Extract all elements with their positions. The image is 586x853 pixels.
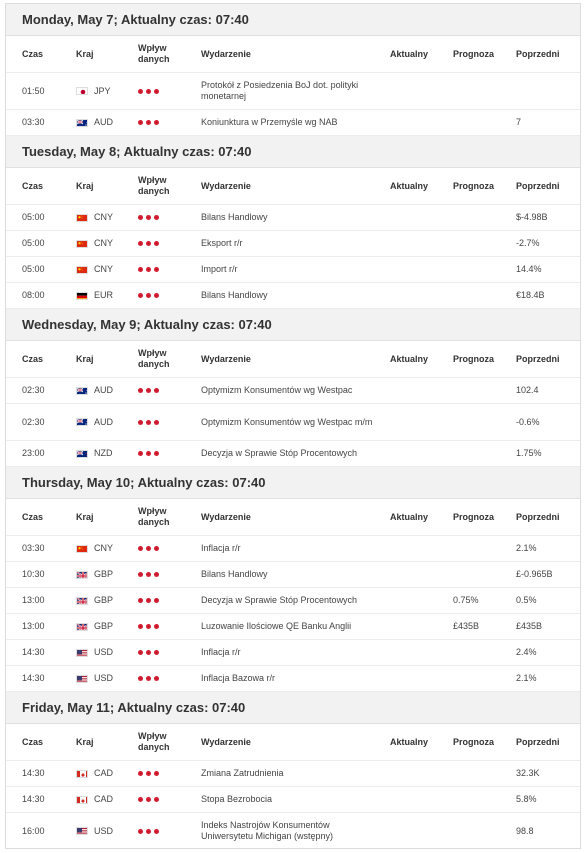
impact-dot-icon [154, 267, 159, 272]
cn-flag-icon [76, 240, 88, 248]
event-name: Inflacja r/r [201, 543, 241, 553]
event-currency: JPY [94, 85, 111, 96]
column-header-actual: Aktualny [390, 48, 429, 59]
impact-dot-icon [138, 388, 143, 393]
event-forecast [453, 231, 513, 256]
day-title: Wednesday, May 9; Aktualny czas: 07:40 [22, 317, 272, 332]
event-time: 02:30 [22, 385, 45, 395]
table-row[interactable] [6, 110, 580, 136]
table-header-row [6, 36, 580, 73]
event-forecast [453, 205, 513, 230]
event-previous: 1.75% [516, 448, 542, 458]
impact-indicator [138, 441, 198, 466]
impact-indicator [138, 73, 198, 109]
event-previous: £435B [516, 621, 543, 631]
impact-dot-icon [138, 89, 143, 94]
impact-dot-icon [154, 293, 159, 298]
event-actual [390, 231, 450, 256]
impact-dot-icon [138, 420, 143, 425]
impact-dot-icon [146, 420, 151, 425]
event-actual [390, 588, 450, 613]
impact-indicator [138, 666, 198, 691]
table-row[interactable] [6, 787, 580, 813]
table-header-row [6, 724, 580, 761]
column-header-time: Czas [22, 353, 44, 364]
event-previous: -0.6% [516, 416, 540, 427]
column-header-impact-label: Wpływ danych [138, 731, 170, 752]
event-time: 02:30 [22, 416, 45, 427]
event-previous: 2.4% [516, 647, 537, 657]
impact-dot-icon [154, 546, 159, 551]
event-actual [390, 404, 450, 440]
impact-dot-icon [146, 624, 151, 629]
impact-indicator [138, 205, 198, 230]
column-header-country: Kraj [76, 353, 94, 364]
impact-dot-icon [146, 120, 151, 125]
event-country [76, 562, 136, 587]
jp-flag-icon [76, 87, 88, 95]
event-currency: NZD [94, 448, 113, 458]
event-forecast [453, 73, 513, 109]
event-forecast [453, 283, 513, 308]
event-currency: GBP [94, 569, 114, 579]
event-time: 13:00 [22, 595, 45, 605]
day-header [6, 136, 580, 168]
event-currency: USD [94, 673, 114, 683]
impact-dot-icon [146, 771, 151, 776]
event-name: Luzowanie Ilościowe QE Banku Anglii [201, 621, 352, 631]
column-header-time: Czas [22, 180, 44, 191]
table-row[interactable] [6, 761, 580, 787]
event-actual [390, 283, 450, 308]
table-row[interactable] [6, 588, 580, 614]
event-forecast [453, 257, 513, 282]
event-country [76, 441, 136, 466]
event-currency: AUD [94, 416, 114, 427]
column-header-event: Wydarzenie [201, 736, 251, 747]
impact-dot-icon [138, 624, 143, 629]
impact-indicator [138, 562, 198, 587]
impact-dot-icon [154, 829, 159, 834]
event-time: 14:30 [22, 673, 45, 683]
impact-dot-icon [138, 829, 143, 834]
column-header-country: Kraj [76, 180, 94, 191]
impact-dot-icon [138, 650, 143, 655]
cn-flag-icon [76, 214, 88, 222]
day-header [6, 309, 580, 341]
event-time: 14:30 [22, 794, 45, 804]
impact-indicator [138, 404, 198, 440]
event-time: 10:30 [22, 569, 45, 579]
day-title: Thursday, May 10; Aktualny czas: 07:40 [22, 475, 266, 490]
column-header-impact-label: Wpływ danych [138, 506, 170, 527]
impact-indicator [138, 231, 198, 256]
event-name: Inflacja r/r [201, 647, 241, 657]
column-header-country: Kraj [76, 511, 94, 522]
table-row[interactable] [6, 640, 580, 666]
column-header-previous: Poprzedni [516, 48, 560, 59]
impact-indicator [138, 640, 198, 665]
event-currency: CAD [94, 768, 114, 778]
day-title: Monday, May 7; Aktualny czas: 07:40 [22, 12, 249, 27]
table-row[interactable] [6, 378, 580, 404]
impact-dot-icon [146, 829, 151, 834]
impact-dot-icon [154, 451, 159, 456]
impact-dot-icon [138, 267, 143, 272]
impact-dot-icon [146, 546, 151, 551]
impact-dot-icon [138, 451, 143, 456]
event-name: Import r/r [201, 264, 238, 274]
event-previous: -2.7% [516, 238, 540, 248]
impact-dot-icon [154, 215, 159, 220]
event-actual [390, 614, 450, 639]
economic-calendar [5, 3, 581, 849]
event-time: 16:00 [22, 825, 45, 836]
event-previous: 5.8% [516, 794, 537, 804]
impact-dot-icon [154, 388, 159, 393]
impact-dot-icon [146, 572, 151, 577]
impact-dot-icon [146, 89, 151, 94]
event-name: Eksport r/r [201, 238, 243, 248]
event-currency: CNY [94, 543, 114, 553]
event-name: Inflacja Bazowa r/r [201, 673, 276, 683]
event-forecast: 0.75% [453, 595, 479, 605]
column-header-forecast: Prognoza [453, 48, 495, 59]
impact-dot-icon [154, 624, 159, 629]
impact-indicator [138, 283, 198, 308]
event-currency: CNY [94, 212, 114, 222]
cn-flag-icon [76, 266, 88, 274]
event-currency: USD [94, 825, 114, 836]
table-row[interactable] [6, 441, 580, 467]
impact-dot-icon [138, 676, 143, 681]
nz-flag-icon [76, 450, 88, 458]
event-name: Protokół z Posiedzenia BoJ dot. polityki monetarnej [201, 80, 359, 101]
event-previous: $-4.98B [516, 212, 548, 222]
impact-dot-icon [146, 267, 151, 272]
event-country [76, 231, 136, 256]
impact-dot-icon [154, 89, 159, 94]
day-header [6, 467, 580, 499]
event-forecast [453, 536, 513, 561]
column-header-time: Czas [22, 48, 44, 59]
event-actual [390, 110, 450, 135]
column-header-impact-label: Wpływ danych [138, 175, 170, 196]
table-row[interactable] [6, 614, 580, 640]
impact-indicator [138, 614, 198, 639]
impact-dot-icon [138, 572, 143, 577]
event-country [76, 404, 136, 440]
us-flag-icon [76, 827, 88, 835]
event-time: 23:00 [22, 448, 45, 458]
column-header-actual: Aktualny [390, 353, 429, 364]
impact-dot-icon [154, 420, 159, 425]
event-currency: USD [94, 647, 114, 657]
au-flag-icon [76, 119, 88, 127]
table-row[interactable] [6, 205, 580, 231]
impact-dot-icon [154, 797, 159, 802]
event-currency: EUR [94, 290, 114, 300]
column-header-impact-label: Wpływ danych [138, 43, 170, 64]
column-header-forecast: Prognoza [453, 511, 495, 522]
event-name: Decyzja w Sprawie Stóp Procentowych [201, 595, 358, 605]
event-previous: 14.4% [516, 264, 542, 274]
us-flag-icon [76, 649, 88, 657]
event-time: 14:30 [22, 768, 45, 778]
impact-indicator [138, 813, 198, 849]
us-flag-icon [76, 675, 88, 683]
cn-flag-icon [76, 545, 88, 553]
impact-dot-icon [146, 451, 151, 456]
de-flag-icon [76, 292, 88, 300]
event-actual [390, 378, 450, 403]
impact-dot-icon [138, 120, 143, 125]
table-row[interactable] [6, 813, 580, 849]
column-header-actual: Aktualny [390, 180, 429, 191]
impact-dot-icon [146, 388, 151, 393]
table-row[interactable] [6, 536, 580, 562]
impact-dot-icon [146, 676, 151, 681]
event-country [76, 640, 136, 665]
event-forecast [453, 640, 513, 665]
column-header-impact [138, 36, 198, 72]
column-header-event: Wydarzenie [201, 180, 251, 191]
event-previous: 2.1% [516, 543, 537, 553]
event-forecast [453, 761, 513, 786]
event-currency: GBP [94, 621, 114, 631]
table-row[interactable] [6, 73, 580, 110]
day-title: Friday, May 11; Aktualny czas: 07:40 [22, 700, 246, 715]
gb-flag-icon [76, 597, 88, 605]
impact-dot-icon [154, 241, 159, 246]
column-header-country: Kraj [76, 736, 94, 747]
event-time: 13:00 [22, 621, 45, 631]
impact-dot-icon [146, 215, 151, 220]
impact-indicator [138, 761, 198, 786]
event-actual [390, 813, 450, 849]
event-name: Stopa Bezrobocia [201, 794, 273, 804]
column-header-actual: Aktualny [390, 736, 429, 747]
event-name: Decyzja w Sprawie Stóp Procentowych [201, 448, 358, 458]
impact-dot-icon [138, 215, 143, 220]
event-country [76, 378, 136, 403]
impact-indicator [138, 787, 198, 812]
column-header-previous: Poprzedni [516, 353, 560, 364]
gb-flag-icon [76, 571, 88, 579]
event-name: Indeks Nastrojów Konsumentów Uniwersytetu Michigan (wstępny) [201, 820, 334, 841]
event-previous: 102.4 [516, 385, 539, 395]
event-name: Bilans Handlowy [201, 290, 268, 300]
impact-dot-icon [138, 293, 143, 298]
column-header-time: Czas [22, 511, 44, 522]
au-flag-icon [76, 387, 88, 395]
table-row[interactable] [6, 231, 580, 257]
day-header [6, 692, 580, 724]
event-currency: CNY [94, 238, 114, 248]
impact-dot-icon [138, 771, 143, 776]
column-header-event: Wydarzenie [201, 48, 251, 59]
impact-dot-icon [138, 241, 143, 246]
day-title: Tuesday, May 8; Aktualny czas: 07:40 [22, 144, 252, 159]
event-currency: GBP [94, 595, 114, 605]
event-previous: 2.1% [516, 673, 537, 683]
impact-dot-icon [146, 797, 151, 802]
event-forecast [453, 787, 513, 812]
event-currency: CNY [94, 264, 114, 274]
impact-dot-icon [138, 797, 143, 802]
gb-flag-icon [76, 623, 88, 631]
event-actual [390, 562, 450, 587]
table-header-row [6, 168, 580, 205]
table-row[interactable] [6, 562, 580, 588]
event-actual [390, 73, 450, 109]
event-name: Bilans Handlowy [201, 212, 268, 222]
event-actual [390, 666, 450, 691]
table-row[interactable] [6, 666, 580, 692]
impact-indicator [138, 588, 198, 613]
event-forecast [453, 441, 513, 466]
event-country [76, 110, 136, 135]
column-header-actual: Aktualny [390, 511, 429, 522]
event-time: 05:00 [22, 212, 45, 222]
impact-dot-icon [154, 572, 159, 577]
event-time: 03:30 [22, 117, 45, 127]
event-forecast [453, 378, 513, 403]
event-country [76, 787, 136, 812]
impact-dot-icon [146, 650, 151, 655]
event-previous [516, 73, 576, 109]
event-previous: 32.3K [516, 768, 540, 778]
column-header-impact [138, 341, 198, 377]
impact-dot-icon [154, 650, 159, 655]
event-currency: AUD [94, 385, 114, 395]
event-currency: AUD [94, 117, 114, 127]
event-forecast [453, 404, 513, 440]
au-flag-icon [76, 418, 88, 426]
event-name: Optymizm Konsumentów wg Westpac m/m [201, 416, 373, 427]
event-actual [390, 761, 450, 786]
impact-dot-icon [154, 771, 159, 776]
ca-flag-icon [76, 770, 88, 778]
event-currency: CAD [94, 794, 114, 804]
event-actual [390, 205, 450, 230]
event-actual [390, 441, 450, 466]
column-header-impact-label: Wpływ danych [138, 348, 170, 369]
column-header-impact [138, 168, 198, 204]
event-time: 03:30 [22, 543, 45, 553]
event-actual [390, 640, 450, 665]
impact-indicator [138, 110, 198, 135]
column-header-forecast: Prognoza [453, 736, 495, 747]
table-row[interactable] [6, 257, 580, 283]
event-time: 01:50 [22, 85, 45, 96]
impact-indicator [138, 536, 198, 561]
column-header-forecast: Prognoza [453, 353, 495, 364]
column-header-impact [138, 499, 198, 535]
event-previous: £-0.965B [516, 569, 553, 579]
event-previous: 7 [516, 117, 522, 127]
event-country [76, 614, 136, 639]
event-actual [390, 536, 450, 561]
impact-dot-icon [146, 598, 151, 603]
event-country [76, 813, 136, 849]
event-name: Koniunktura w Przemyśle wg NAB [201, 117, 338, 127]
event-previous: 98.8 [516, 825, 534, 836]
table-row[interactable] [6, 404, 580, 441]
event-time: 08:00 [22, 290, 45, 300]
impact-indicator [138, 257, 198, 282]
event-time: 05:00 [22, 264, 45, 274]
event-forecast: £435B [453, 621, 480, 631]
event-country [76, 73, 136, 109]
event-country [76, 666, 136, 691]
table-header-row [6, 499, 580, 536]
event-country [76, 257, 136, 282]
column-header-previous: Poprzedni [516, 180, 560, 191]
event-name: Optymizm Konsumentów wg Westpac [201, 385, 353, 395]
day-header [6, 4, 580, 36]
event-forecast [453, 110, 513, 135]
column-header-country: Kraj [76, 48, 94, 59]
event-forecast [453, 562, 513, 587]
impact-dot-icon [154, 676, 159, 681]
column-header-event: Wydarzenie [201, 353, 251, 364]
impact-indicator [138, 378, 198, 403]
impact-dot-icon [146, 293, 151, 298]
impact-dot-icon [154, 120, 159, 125]
event-actual [390, 257, 450, 282]
column-header-event: Wydarzenie [201, 511, 251, 522]
event-country [76, 761, 136, 786]
column-header-time: Czas [22, 736, 44, 747]
event-time: 05:00 [22, 238, 45, 248]
ca-flag-icon [76, 796, 88, 804]
event-forecast [453, 666, 513, 691]
impact-dot-icon [146, 241, 151, 246]
column-header-impact [138, 724, 198, 760]
impact-dot-icon [154, 598, 159, 603]
event-country [76, 588, 136, 613]
event-forecast [453, 813, 513, 849]
event-name: Zmiana Zatrudnienia [201, 768, 284, 778]
impact-dot-icon [138, 546, 143, 551]
event-name: Bilans Handlowy [201, 569, 268, 579]
table-row[interactable] [6, 283, 580, 309]
event-country [76, 536, 136, 561]
table-header-row [6, 341, 580, 378]
column-header-previous: Poprzedni [516, 736, 560, 747]
event-actual [390, 787, 450, 812]
column-header-forecast: Prognoza [453, 180, 495, 191]
event-time: 14:30 [22, 647, 45, 657]
event-previous: 0.5% [516, 595, 537, 605]
event-previous: €18.4B [516, 290, 545, 300]
event-country [76, 205, 136, 230]
column-header-previous: Poprzedni [516, 511, 560, 522]
event-country [76, 283, 136, 308]
impact-dot-icon [138, 598, 143, 603]
